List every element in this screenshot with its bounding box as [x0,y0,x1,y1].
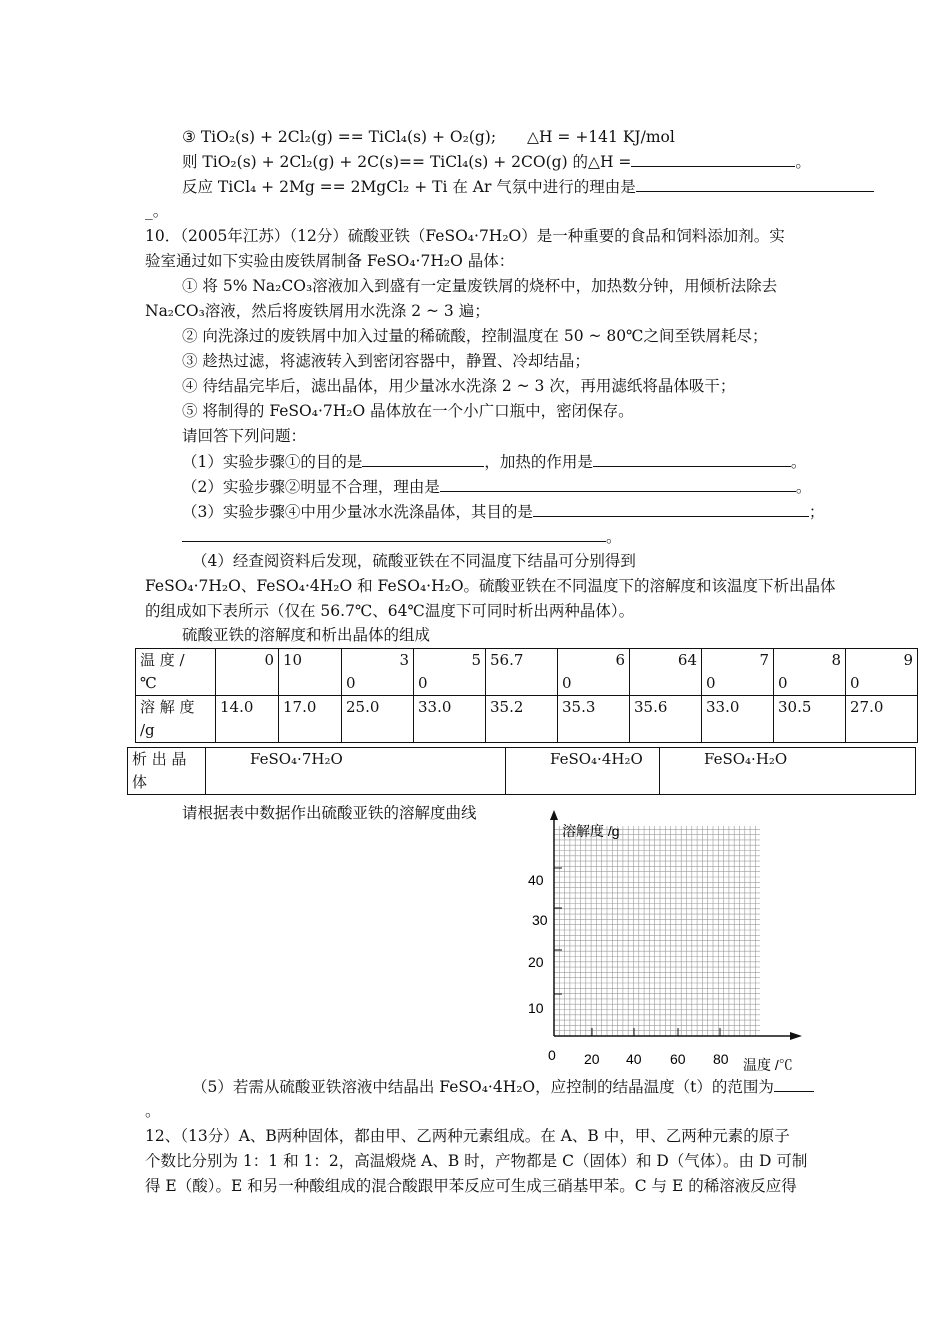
q10-intro-1: 10．（2005年江苏）（12分）硫酸亚铁（FeSO₄·7H₂O）是一种重要的食品和饲料添加剂。实 [145,227,785,245]
q12-line-1: 12、（13分）A、B两种固体，都由甲、乙两种元素组成。在 A、B 中，甲、乙两种元素的原子 [145,1127,790,1145]
delta-h-blank[interactable] [631,149,795,167]
solubility-cell: 33.0 [702,696,774,743]
question-1-mid: ，加热的作用是 [484,453,593,471]
step-1-line-2: Na₂CO₃溶液，然后将废铁屑用水洗涤 2 ~ 3 遍； [145,302,490,320]
question-1 [182,449,806,474]
ar-reason-end: _。 [145,202,169,220]
y-tick-label: 20 [528,954,544,970]
question-5 [192,1074,814,1099]
solubility-cell: 25.0 [342,696,414,743]
question-4-line-1: （4）经查阅资料后发现，硫酸亚铁在不同温度下结晶可分别得到 [192,552,636,570]
question-5-end: 。 [145,1102,161,1120]
table-caption: 硫酸亚铁的溶解度和析出晶体的组成 [182,626,431,644]
question-3-end: 。 [606,528,622,546]
graph-grid [554,826,760,1036]
q12-line-2: 个数比分别为 1：1 和 1：2，高温煅烧 A、B 时，产物都是 C（固体）和 D（气体）。由 D 可制 [145,1152,808,1170]
question-5-text: （5）若需从硫酸亚铁溶液中结晶出 FeSO₄·4H₂O，应控制的结晶温度（t）的范围为 [192,1078,774,1096]
temp-cell: 7 0 [702,649,774,696]
plot-instruction: 请根据表中数据作出硫酸亚铁的溶解度曲线 [182,804,477,822]
solubility-graph[interactable] [520,808,810,1078]
x-tick-label: 60 [670,1051,686,1067]
question-3-cont [182,524,622,549]
temp-cell: 3 0 [342,649,414,696]
solubility-cell: 35.6 [630,696,702,743]
solubility-row [136,696,918,743]
question-3 [182,499,824,524]
delta-h-text: 则 TiO₂(s) + 2Cl₂(g) + 2C(s)== TiCl₄(s) + 2CO(g) 的△H = [182,153,632,171]
crystal-table [127,747,916,795]
step-5: ⑤ 将制得的 FeSO₄·7H₂O 晶体放在一个小广口瓶中，密闭保存。 [182,402,634,420]
temp-cell: 8 0 [774,649,846,696]
question-2 [182,474,811,499]
solubility-cell: 33.0 [414,696,486,743]
crystal-row [128,748,916,795]
y-tick-label: 30 [532,912,548,928]
ar-reason-text: 反应 TiCl₄ + 2Mg == 2MgCl₂ + Ti 在 Ar 气氛中进行的理由是 [182,178,636,196]
step-1-line-1: ① 将 5% Na₂CO₃溶液加入到盛有一定量废铁屑的烧杯中，加热数分钟，用倾析法除去 [182,277,778,295]
question-3-blank-a[interactable] [533,499,809,517]
q12-line-3: 得 E（酸）。E 和另一种酸组成的混合酸跟甲苯反应可生成三硝基甲苯。C 与 E 的稀溶液反应得 [145,1177,797,1195]
question-3-mid: ； [808,503,825,521]
x-axis-label: 温度 /℃ [743,1057,793,1073]
y-axis-arrow-icon [550,810,558,820]
x-tick-label: 20 [584,1051,600,1067]
question-4-line-2: FeSO₄·7H₂O、FeSO₄·4H₂O 和 FeSO₄·H₂O。硫酸亚铁在不同温度下的溶解度和该温度下析出晶体 [145,577,836,595]
step-4: ④ 待结晶完毕后，滤出晶体，用少量冰水洗涤 2 ~ 3 次，再用滤纸将晶体吸干； [182,377,736,395]
crystal-header: 析 出 晶 体 [128,748,206,795]
solubility-cell: 35.3 [558,696,630,743]
temp-cell: 10 [279,649,342,696]
temperature-header: 温 度 / ℃ [136,649,216,696]
x-tick-label: 80 [713,1051,729,1067]
solubility-header: 溶 解 度 /g [136,696,216,743]
y-tick-label: 40 [528,872,544,888]
solubility-cell: 35.2 [486,696,558,743]
question-1-text: （1）实验步骤①的目的是 [182,453,363,471]
question-1-blank-a[interactable] [362,449,484,467]
question-2-blank[interactable] [440,474,796,492]
temp-cell: 56.7 [486,649,558,696]
y-tick-label: 10 [528,1000,544,1016]
solubility-cell: 14.0 [216,696,279,743]
question-5-blank[interactable] [774,1074,814,1092]
equation-line-3: ③ TiO₂(s) + 2Cl₂(g) == TiCl₄(s) + O₂(g); △H = +141 KJ/mol [182,128,675,146]
temp-cell: 64 [630,649,702,696]
solubility-cell: 17.0 [279,696,342,743]
temp-cell: 6 0 [558,649,630,696]
question-2-text: （2）实验步骤②明显不合理，理由是 [182,478,440,496]
temperature-row [136,649,918,696]
crystal-cell: FeSO₄·4H₂O [506,748,660,795]
temp-cell: 5 0 [414,649,486,696]
y-tick-labels [528,872,548,1016]
crystal-cell: FeSO₄·7H₂O [206,748,506,795]
questions-prompt: 请回答下列问题： [182,427,307,445]
solubility-cell: 30.5 [774,696,846,743]
question-1-end: 。 [790,453,807,471]
delta-h-end: 。 [795,153,811,171]
question-3-text: （3）实验步骤④中用少量冰水洗涤晶体，其目的是 [182,503,533,521]
question-2-end: 。 [795,478,812,496]
step-3: ③ 趁热过滤，将滤液转入到密闭容器中，静置、冷却结晶； [182,352,590,370]
ar-reason-question [182,174,874,199]
delta-h-question [182,149,811,174]
solubility-table [135,648,918,743]
q10-intro-2: 验室通过如下实验由废铁屑制备 FeSO₄·7H₂O 晶体： [145,252,515,270]
x-tick-labels [548,1047,729,1067]
crystal-cell: FeSO₄·H₂O [660,748,916,795]
temp-cell: 9 0 [846,649,918,696]
question-3-blank-b[interactable] [182,524,606,542]
y-axis-label: 溶解度 /g [562,823,620,839]
ar-reason-blank[interactable] [636,174,874,192]
x-tick-label: 40 [626,1051,642,1067]
solubility-cell: 27.0 [846,696,918,743]
step-2: ② 向洗涤过的废铁屑中加入过量的稀硫酸，控制温度在 50 ~ 80℃之间至铁屑耗尽； [182,327,768,345]
question-1-blank-b[interactable] [593,449,791,467]
x-tick-label: 0 [548,1047,556,1063]
x-axis-arrow-icon [790,1032,802,1040]
temp-cell: 0 [216,649,279,696]
question-4-line-3: 的组成如下表所示（仅在 56.7℃、64℃温度下可同时析出两种晶体）。 [145,602,635,620]
